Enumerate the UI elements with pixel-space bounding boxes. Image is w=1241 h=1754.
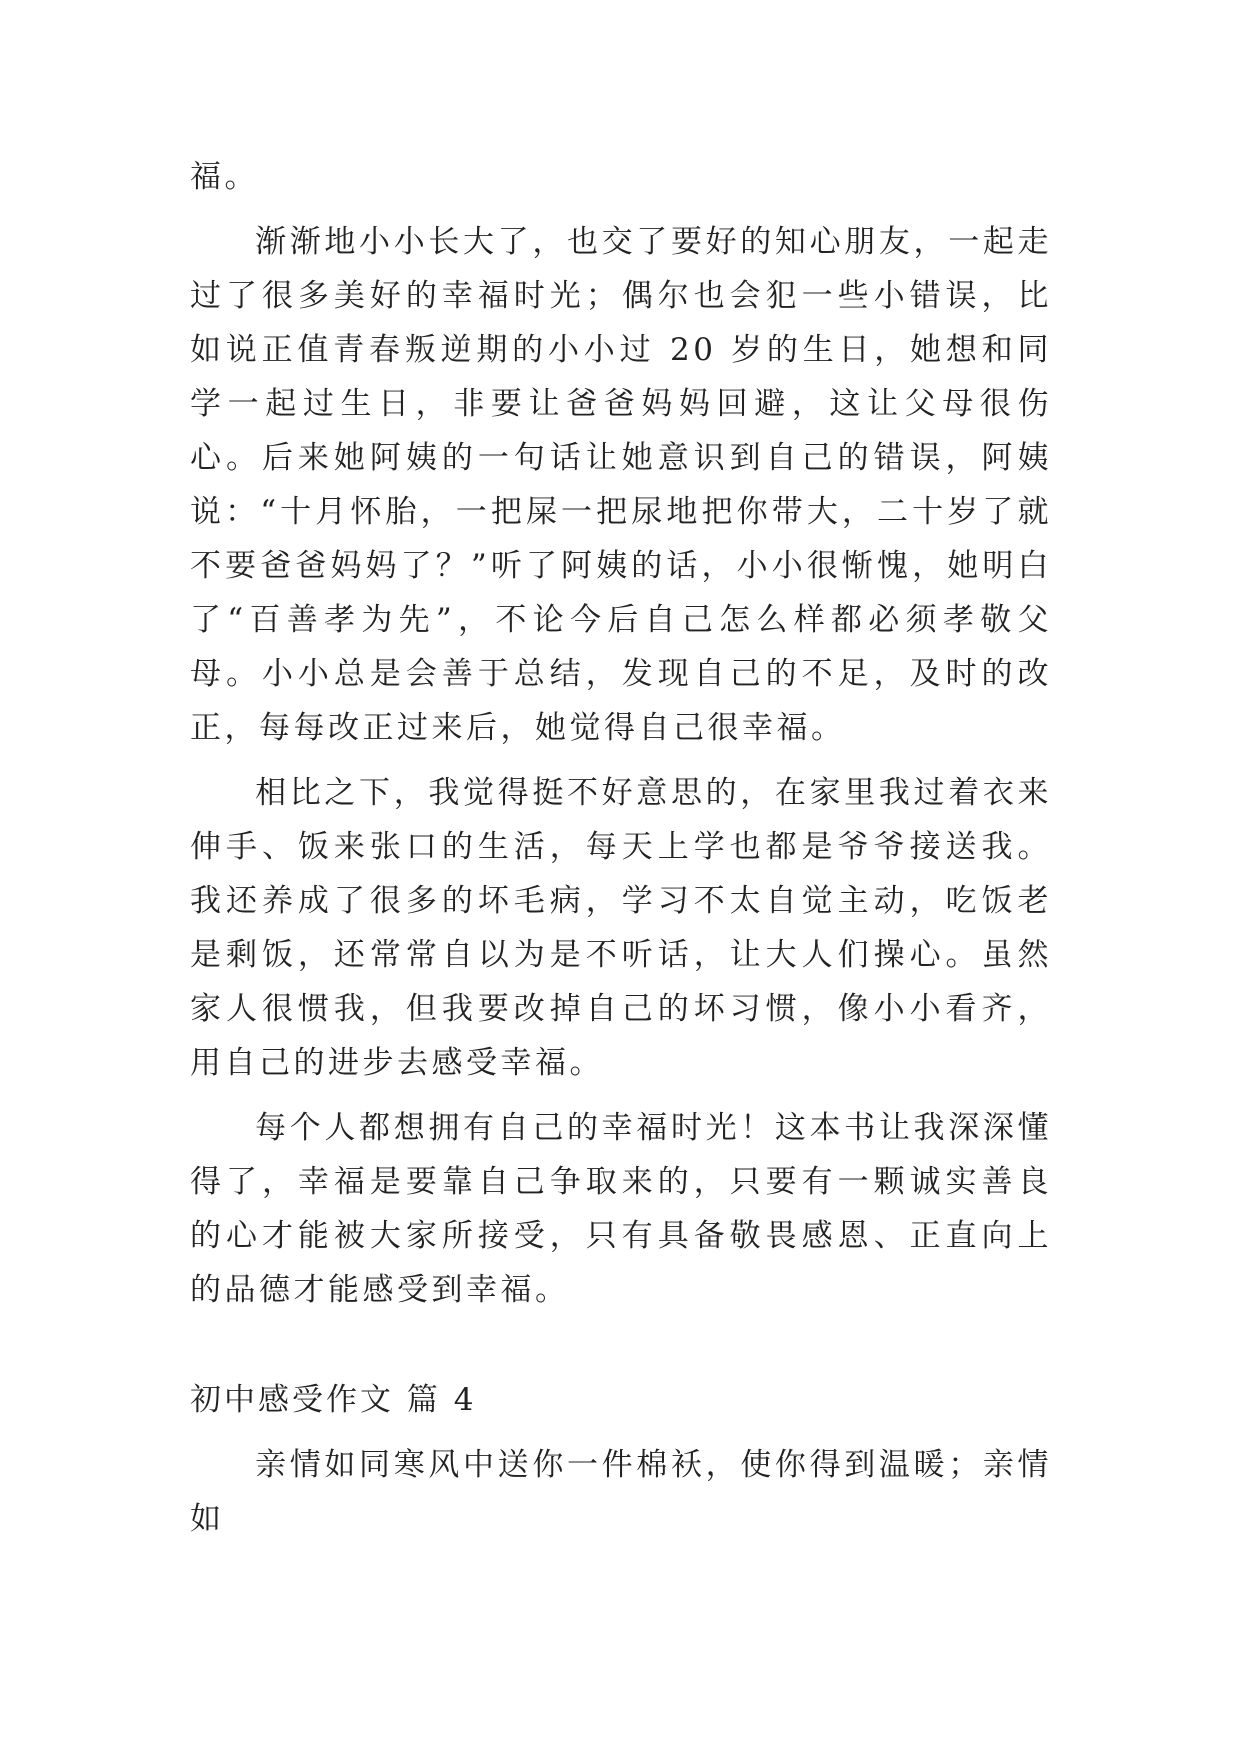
paragraph-growing-up: 渐渐地小小长大了，也交了要好的知心朋友，一起走过了很多美好的幸福时光；偶尔也会犯一些小错误，比如说正值青春叛逆期的小小过 20 岁的生日，她想和同学一起过生日，非要让爸爸妈妈回避，这让父母很伤心。后来她阿姨的一句话让她意识到自己的错误，阿姨说：“十月怀胎，一把屎一把尿地把你带大，二十岁了就不要爸爸妈妈了？”听了阿姨的话，小小很惭愧，她明白了“百善孝为先”，不论今后自己怎么样都必须孝敬父母。小小总是会善于总结，发现自己的不足，及时的改正，每每改正过来后，她觉得自己很幸福。: [190, 224, 1052, 746]
document-page: [190, 150, 1052, 1546]
continued-line: 福。: [190, 159, 259, 195]
paragraph-conclusion: 每个人都想拥有自己的幸福时光！这本书让我深深懂得了，幸福是要靠自己争取来的，只要有一颗诚实善良的心才能被大家所接受，只有具备敬畏感恩、正直向上的品德才能感受到幸福。: [190, 1110, 1052, 1308]
section-title: 初中感受作文 篇 4: [190, 1382, 477, 1418]
paragraph-family-love: 亲情如同寒风中送你一件棉袄，使你得到温暖；亲情如: [190, 1447, 1052, 1537]
paragraph-comparison: 相比之下，我觉得挺不好意思的，在家里我过着衣来伸手、饭来张口的生活，每天上学也都是爷爷接送我。我还养成了很多的坏毛病，学习不太自觉主动，吃饭老是剩饭，还常常自以为是不听话，让大人们操心。虽然家人很惯我，但我要改掉自己的坏习惯，像小小看齐，用自己的进步去感受幸福。: [190, 775, 1052, 1081]
